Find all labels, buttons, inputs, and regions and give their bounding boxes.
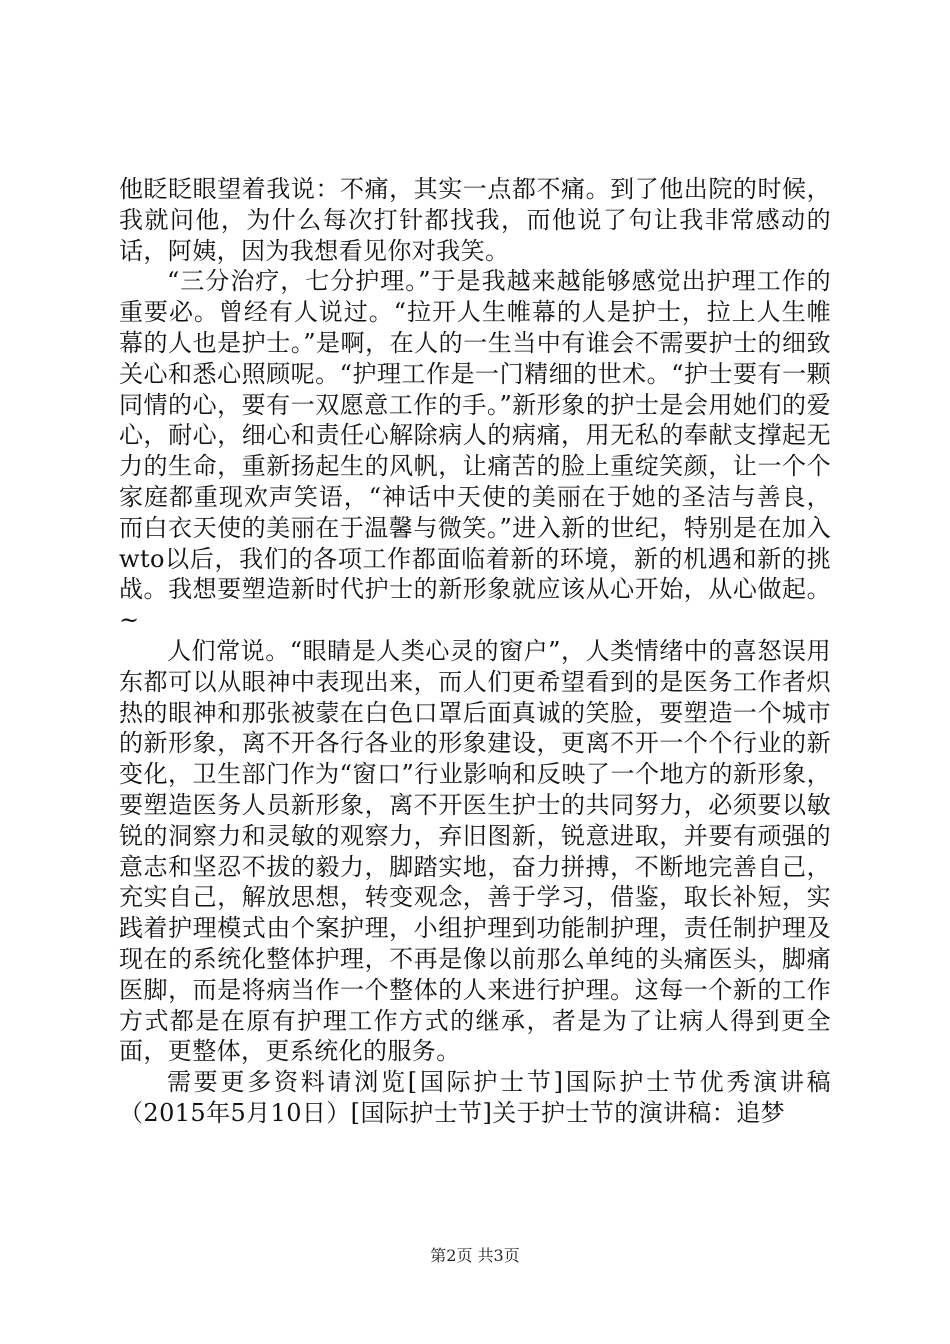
paragraph-2: “三分治疗，七分护理。”于是我越来越能够感觉出护理工作的重要必。曾经有人说过。“拉开人生帷幕的人是护士，拉上人生帷幕的人也是护士。”是啊，在人的一生当中有谁会不需要护士的细致关心和悉心照顾呢。“护理工作是一门精细的世术。“护士要有一颗同情的心，要有一双愿意工作的手。”新形象的护士是会用她们的爱心，耐心，细心和责任心解除病人的病痛，用无私的奉献支撑起无力的生命，重新扬起生的风帆，让痛苦的脸上重绽笑颜，让一个个家庭都重现欢声笑语，“神话中天使的美丽在于她的圣洁与善良，而白衣天使的美丽在于温馨与微笑。”进入新的世纪，特别是在加入wto以后，我们的各项工作都面临着新的环境，新的机遇和新的挑战。我想要塑造新时代护士的新形象就应该从心开始，从心做起。~ — [119, 267, 831, 635]
paragraph-3: 人们常说。“眼睛是人类心灵的窗户”，人类情绪中的喜怒误用东都可以从眼神中表现出来，而人们更希望看到的是医务工作者炽热的眼神和那张被蒙在白色口罩后面真诚的笑脸，要塑造一个城市的新形象，离不开各行各业的形象建设，更离不开一个个行业的新变化，卫生部门作为“窗口”行业影响和反映了一个地方的新形象，要塑造医务人员新形象，离不开医生护士的共同努力，必须要以敏锐的洞察力和灵敏的观察力，弃旧图新，锐意进取，并要有顽强的意志和坚忍不拔的毅力，脚踏实地，奋力拼搏，不断地完善自己，充实自己，解放思想，转变观念，善于学习，借鉴，取长补短，实践着护理模式由个案护理，小组护理到功能制护理，责任制护理及现在的系统化整体护理，不再是像以前那么单纯的头痛医头，脚痛医脚，而是将病当作一个整体的人来进行护理。这每一个新的工作方式都是在原有护理工作方式的继承，者是为了让病人得到更全面，更整体，更系统化的服务。 — [119, 636, 831, 1066]
paragraph-4: 需要更多资料请浏览[国际护士节]国际护士节优秀演讲稿（2015年5月10日）[国际护士节]关于护士节的演讲稿：追梦 — [119, 1068, 831, 1127]
document-body — [119, 174, 831, 1129]
paragraph-1: 他眨眨眼望着我说：不痛，其实一点都不痛。到了他出院的时候，我就问他，为什么每次打针都找我，而他说了句让我非常感动的话，阿姨，因为我想看见你对我笑。 — [119, 175, 831, 265]
page-footer: 第2页 共3页 — [430, 1246, 520, 1265]
